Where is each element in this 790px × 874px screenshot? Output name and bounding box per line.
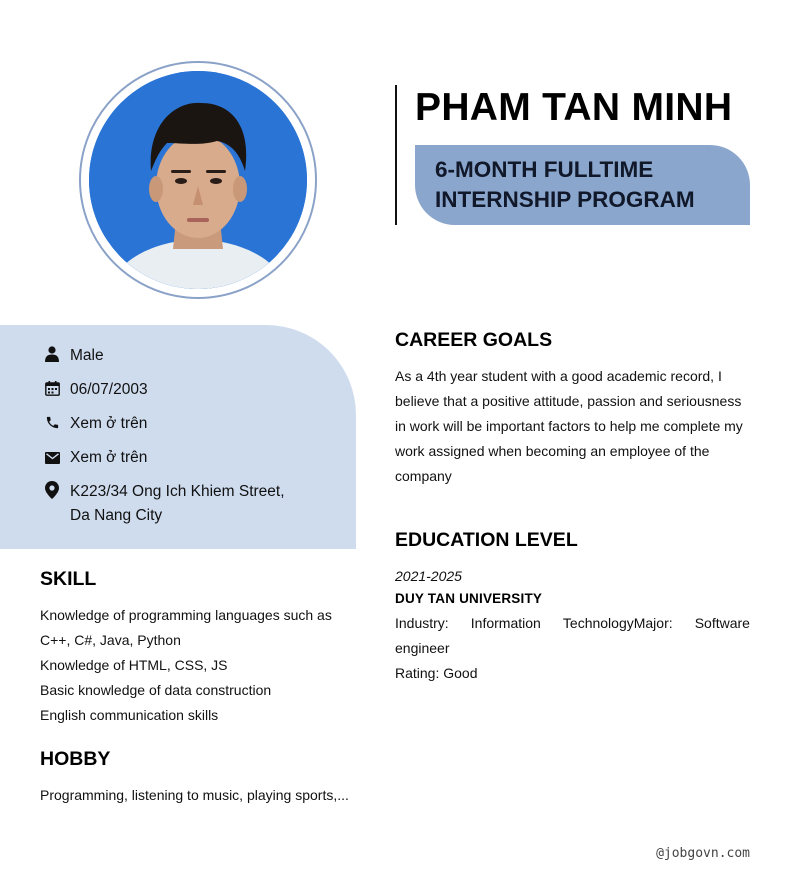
contact-phone bbox=[40, 412, 147, 436]
person-icon bbox=[40, 344, 64, 364]
career-goals-line: company bbox=[395, 468, 452, 484]
address-line-2: Da Nang City bbox=[70, 507, 163, 524]
skill-line: Knowledge of programming languages such as bbox=[40, 607, 332, 623]
name-divider bbox=[395, 85, 397, 225]
phone-icon bbox=[40, 412, 64, 432]
career-goals-line: believe that a positive attitude, passion and seriousness bbox=[395, 393, 742, 409]
phone-text: Xem ở trên bbox=[70, 415, 148, 432]
contact-address bbox=[40, 480, 285, 528]
skill-line: C++, C#, Java, Python bbox=[40, 632, 181, 648]
contact-gender bbox=[40, 344, 104, 368]
skill-line: English communication skills bbox=[40, 707, 219, 723]
position-line-1: 6-MONTH FULLTIME bbox=[435, 157, 654, 182]
gender-text: Male bbox=[70, 347, 104, 364]
skill-list bbox=[40, 603, 332, 728]
skill-heading: SKILL bbox=[40, 568, 97, 590]
major-word: Information bbox=[470, 615, 541, 631]
birthday-text: 06/07/2003 bbox=[70, 381, 148, 398]
contact-birthday bbox=[40, 378, 148, 402]
position-line-2: INTERNSHIP PROGRAM bbox=[435, 187, 695, 212]
hobby-line: Programming, listening to music, playing sports,... bbox=[40, 787, 349, 803]
career-goals-text bbox=[395, 364, 743, 489]
skill-line: Knowledge of HTML, CSS, JS bbox=[40, 657, 228, 673]
education-years: 2021-2025 bbox=[395, 568, 462, 584]
email-text: Xem ở trên bbox=[70, 449, 148, 466]
education-rating: Rating: Good bbox=[395, 665, 478, 681]
major-word: Industry: bbox=[395, 615, 449, 631]
hobby-text bbox=[40, 783, 349, 808]
position-badge bbox=[415, 145, 750, 225]
mail-icon bbox=[40, 446, 64, 466]
major-line-2: engineer bbox=[395, 640, 450, 656]
career-goals-line: As a 4th year student with a good academic record, I bbox=[395, 368, 722, 384]
location-pin-icon bbox=[40, 480, 64, 500]
career-goals-line: work assigned when becoming an employee of the bbox=[395, 443, 710, 459]
education-university: DUY TAN UNIVERSITY bbox=[395, 591, 543, 606]
address-text bbox=[70, 480, 285, 528]
major-word: Software bbox=[694, 615, 750, 631]
career-goals-heading: CAREER GOALS bbox=[395, 329, 553, 351]
calendar-icon bbox=[40, 378, 64, 398]
address-line-1: K223/34 Ong Ich Khiem Street, bbox=[70, 483, 285, 500]
career-goals-line: in work will be important factors to help me complete my bbox=[395, 418, 743, 434]
education-heading: EDUCATION LEVEL bbox=[395, 529, 578, 551]
education-major bbox=[395, 611, 750, 661]
candidate-name: PHAM TAN MINH bbox=[415, 86, 733, 129]
major-word: TechnologyMajor: bbox=[562, 615, 673, 631]
avatar-portrait-icon bbox=[89, 71, 307, 289]
hobby-heading: HOBBY bbox=[40, 748, 111, 770]
contact-email bbox=[40, 446, 147, 470]
skill-line: Basic knowledge of data construction bbox=[40, 682, 272, 698]
watermark: @jobgovn.com bbox=[656, 846, 750, 861]
avatar bbox=[89, 71, 307, 289]
